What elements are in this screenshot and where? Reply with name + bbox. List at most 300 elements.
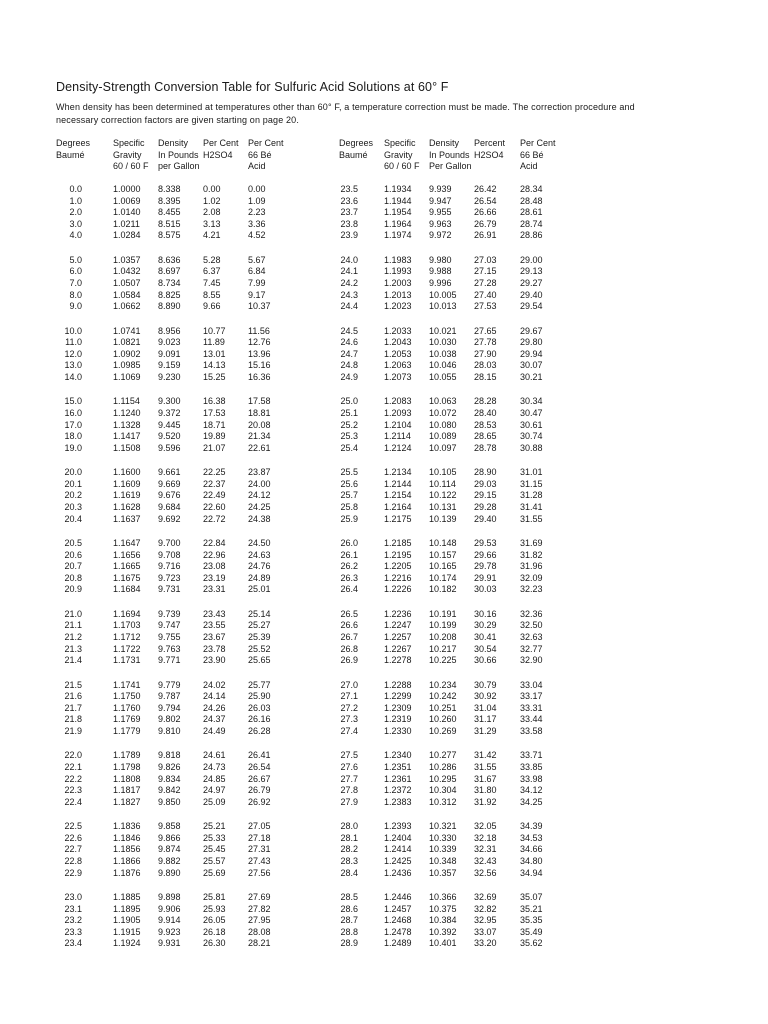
percent-66-be-cell: 27.69 (248, 892, 271, 902)
specific-gravity-cell: 1.1846 (113, 832, 141, 843)
specific-gravity-cell: 1.0902 (113, 348, 141, 359)
specific-gravity-cell: 1.1827 (113, 796, 141, 807)
density-cell: 10.401 (429, 938, 457, 949)
specific-gravity-cell: 1.2033 (384, 325, 412, 336)
density-cell: 10.269 (429, 726, 457, 736)
percent-h2so4-cell: 30.79 (474, 679, 497, 690)
percent-h2so4-cell: 31.92 (474, 796, 497, 807)
header-specific-gravity-left (113, 138, 149, 173)
percent-66-be-cell: 27.95 (248, 915, 271, 926)
intro-paragraph (56, 101, 726, 127)
degrees-baume-cell: 27.1 (340, 691, 358, 702)
specific-gravity-cell: 1.1328 (113, 419, 141, 430)
density-cell: 9.669 (158, 478, 181, 489)
header-line: 60 / 60 F (113, 161, 149, 172)
percent-h2so4-cell: 25.81 (203, 892, 226, 902)
specific-gravity-cell: 1.1508 (113, 442, 141, 453)
specific-gravity-cell: 1.2053 (384, 348, 412, 359)
percent-66-be-cell: 32.09 (520, 572, 543, 583)
header-line: Percent (474, 138, 506, 148)
density-cell: 9.739 (158, 608, 181, 619)
specific-gravity-cell: 1.2195 (384, 549, 412, 560)
specific-gravity-cell: 1.1760 (113, 702, 141, 713)
density-cell: 9.763 (158, 643, 181, 654)
specific-gravity-cell: 1.2226 (384, 584, 412, 595)
percent-66-be-cell: 34.53 (520, 832, 543, 843)
degrees-baume-cell: 28.4 (340, 867, 358, 878)
degrees-baume-cell: 15.0 (64, 396, 82, 407)
degrees-baume-cell: 6.0 (69, 266, 82, 277)
percent-66-be-cell: 24.76 (248, 561, 271, 572)
degrees-baume-cell: 20.1 (64, 478, 82, 489)
degrees-baume-cell: 25.3 (340, 431, 358, 442)
specific-gravity-cell: 1.1856 (113, 844, 141, 855)
specific-gravity-cell: 1.1703 (113, 620, 141, 631)
density-cell: 10.348 (429, 856, 457, 866)
specific-gravity-cell: 1.2288 (384, 679, 412, 690)
specific-gravity-cell: 1.1866 (113, 856, 141, 866)
percent-66-be-cell: 26.03 (248, 702, 271, 713)
specific-gravity-cell: 1.2063 (384, 360, 412, 371)
density-cell: 10.021 (429, 325, 457, 336)
specific-gravity-cell: 1.0584 (113, 289, 141, 300)
percent-66-be-cell: 28.21 (248, 938, 271, 949)
percent-66-be-cell: 26.16 (248, 714, 271, 725)
specific-gravity-cell: 1.1417 (113, 431, 141, 442)
specific-gravity-cell: 1.1905 (113, 915, 141, 926)
percent-h2so4-cell: 3.13 (203, 218, 221, 229)
density-cell: 9.771 (158, 655, 181, 666)
specific-gravity-cell: 1.2164 (384, 502, 412, 512)
percent-h2so4-cell: 23.08 (203, 561, 226, 572)
specific-gravity-cell: 1.2236 (384, 608, 412, 619)
density-cell: 9.947 (429, 195, 452, 206)
specific-gravity-cell: 1.2144 (384, 478, 412, 489)
header-line: 66 Bé (248, 149, 272, 160)
specific-gravity-cell: 1.1789 (113, 750, 141, 761)
degrees-baume-cell: 25.5 (340, 467, 358, 478)
specific-gravity-cell: 1.2309 (384, 702, 412, 713)
degrees-baume-cell: 25.6 (340, 478, 358, 489)
percent-66-be-cell: 20.08 (248, 419, 271, 430)
header-percent-66-be-left (248, 138, 284, 173)
specific-gravity-cell: 1.2351 (384, 762, 412, 772)
percent-h2so4-cell: 25.69 (203, 867, 226, 878)
percent-66-be-cell: 24.50 (248, 538, 271, 548)
percent-66-be-cell: 33.85 (520, 762, 543, 772)
density-cell: 10.312 (429, 796, 457, 807)
percent-h2so4-cell: 27.40 (474, 289, 497, 300)
percent-h2so4-cell: 24.49 (203, 726, 226, 736)
specific-gravity-cell: 1.2404 (384, 832, 412, 843)
percent-h2so4-cell: 28.40 (474, 408, 497, 418)
percent-66-be-cell: 26.92 (248, 796, 271, 807)
specific-gravity-cell: 1.2436 (384, 867, 412, 878)
density-cell: 9.842 (158, 785, 181, 796)
degrees-baume-cell: 21.1 (64, 620, 82, 631)
percent-h2so4-cell: 29.15 (474, 490, 497, 501)
density-cell: 10.260 (429, 714, 457, 725)
percent-h2so4-cell: 24.26 (203, 702, 226, 713)
degrees-baume-cell: 26.9 (340, 655, 358, 666)
density-cell: 10.375 (429, 903, 457, 914)
specific-gravity-cell: 1.1769 (113, 714, 141, 725)
percent-h2so4-cell: 31.42 (474, 750, 497, 761)
specific-gravity-cell: 1.1609 (113, 478, 141, 489)
percent-h2so4-cell: 26.54 (474, 195, 497, 206)
header-line: Degrees (339, 138, 374, 148)
percent-h2so4-cell: 0.00 (203, 184, 221, 194)
percent-h2so4-cell: 31.17 (474, 714, 497, 725)
percent-h2so4-cell: 23.67 (203, 632, 226, 642)
percent-66-be-cell: 29.54 (520, 301, 543, 312)
percent-h2so4-cell: 30.41 (474, 632, 497, 642)
percent-h2so4-cell: 22.60 (203, 502, 226, 512)
density-cell: 10.157 (429, 549, 457, 560)
density-cell: 9.596 (158, 442, 181, 453)
density-cell: 10.114 (429, 478, 456, 489)
percent-h2so4-cell: 24.97 (203, 785, 226, 796)
percent-66-be-cell: 24.89 (248, 572, 271, 583)
specific-gravity-cell: 1.2299 (384, 691, 412, 702)
percent-66-be-cell: 26.54 (248, 762, 271, 772)
header-line: Baumé (56, 149, 85, 160)
degrees-baume-cell: 20.7 (64, 561, 82, 572)
density-cell: 8.338 (158, 184, 181, 194)
degrees-baume-cell: 16.0 (64, 408, 82, 418)
specific-gravity-cell: 1.2104 (384, 419, 412, 430)
percent-66-be-cell: 24.25 (248, 502, 271, 512)
header-line: per Gallon (158, 161, 200, 172)
header-line: 66 Bé (520, 149, 544, 160)
degrees-baume-cell: 22.9 (64, 867, 82, 878)
percent-66-be-cell: 27.43 (248, 856, 271, 866)
specific-gravity-cell: 1.2043 (384, 337, 412, 348)
percent-66-be-cell: 3.36 (248, 218, 266, 229)
degrees-baume-cell: 17.0 (64, 419, 82, 430)
density-cell: 8.956 (158, 325, 181, 336)
density-cell: 9.723 (158, 572, 181, 583)
header-degrees-baume-right (339, 138, 373, 161)
degrees-baume-cell: 12.0 (64, 348, 82, 359)
density-cell: 10.357 (429, 867, 457, 878)
density-cell: 8.455 (158, 207, 181, 218)
percent-66-be-cell: 33.44 (520, 714, 543, 725)
density-cell: 10.105 (429, 467, 457, 478)
percent-66-be-cell: 34.66 (520, 844, 543, 855)
degrees-baume-cell: 24.9 (340, 372, 358, 382)
percent-h2so4-cell: 6.37 (203, 266, 221, 277)
density-cell: 10.304 (429, 785, 457, 796)
percent-66-be-cell: 34.12 (520, 785, 543, 796)
header-line: Acid (520, 161, 538, 172)
density-cell: 8.697 (158, 266, 181, 277)
degrees-baume-cell: 24.8 (340, 360, 358, 371)
degrees-baume-cell: 26.5 (340, 608, 358, 619)
degrees-baume-cell: 27.0 (340, 679, 358, 690)
percent-h2so4-cell: 13.01 (203, 348, 226, 359)
percent-h2so4-cell: 28.65 (474, 431, 497, 442)
density-cell: 10.148 (429, 538, 457, 548)
density-cell: 10.330 (429, 832, 457, 843)
degrees-baume-cell: 23.1 (64, 903, 82, 914)
density-cell: 9.023 (158, 337, 181, 348)
percent-h2so4-cell: 10.77 (203, 325, 226, 336)
degrees-baume-cell: 9.0 (69, 301, 82, 312)
degrees-baume-cell: 28.5 (340, 892, 358, 902)
density-cell: 9.955 (429, 207, 452, 218)
density-cell: 10.063 (429, 396, 457, 407)
specific-gravity-cell: 1.2278 (384, 655, 412, 666)
density-cell: 9.972 (429, 230, 452, 241)
percent-h2so4-cell: 11.89 (203, 337, 225, 348)
percent-66-be-cell: 25.01 (248, 584, 271, 595)
percent-66-be-cell: 10.37 (248, 301, 271, 312)
density-cell: 9.963 (429, 218, 452, 229)
percent-66-be-cell: 29.27 (520, 278, 543, 288)
density-cell: 8.395 (158, 195, 181, 206)
degrees-baume-cell: 25.0 (340, 396, 358, 407)
header-line: Acid (248, 161, 266, 172)
header-line: In Pounds (158, 149, 199, 160)
degrees-baume-cell: 28.7 (340, 915, 358, 926)
percent-66-be-cell: 29.40 (520, 289, 543, 300)
density-cell: 10.182 (429, 584, 457, 595)
percent-h2so4-cell: 29.03 (474, 478, 497, 489)
specific-gravity-cell: 1.0357 (113, 254, 141, 265)
specific-gravity-cell: 1.1983 (384, 254, 412, 265)
percent-h2so4-cell: 18.71 (203, 419, 226, 430)
specific-gravity-cell: 1.2257 (384, 632, 412, 642)
density-cell: 9.826 (158, 762, 181, 772)
degrees-baume-cell: 1.0 (69, 195, 82, 206)
specific-gravity-cell: 1.1647 (113, 538, 141, 548)
percent-h2so4-cell: 16.38 (203, 396, 226, 407)
percent-66-be-cell: 11.56 (248, 325, 270, 336)
specific-gravity-cell: 1.2468 (384, 915, 412, 926)
degrees-baume-cell: 27.2 (340, 702, 358, 713)
percent-66-be-cell: 35.21 (520, 903, 543, 914)
density-cell: 9.159 (158, 360, 181, 371)
degrees-baume-cell: 14.0 (64, 372, 82, 382)
degrees-baume-cell: 25.9 (340, 513, 358, 524)
percent-h2so4-cell: 26.91 (474, 230, 497, 241)
specific-gravity-cell: 1.1993 (384, 266, 412, 277)
degrees-baume-cell: 25.4 (340, 442, 358, 453)
percent-h2so4-cell: 19.89 (203, 431, 226, 442)
degrees-baume-cell: 23.5 (340, 184, 358, 194)
density-cell: 10.234 (429, 679, 457, 690)
specific-gravity-cell: 1.2457 (384, 903, 412, 914)
density-cell: 10.199 (429, 620, 457, 631)
degrees-baume-cell: 24.5 (340, 325, 358, 336)
density-cell: 10.217 (429, 643, 457, 654)
percent-66-be-cell: 28.61 (520, 207, 543, 218)
percent-66-be-cell: 32.90 (520, 655, 543, 666)
density-cell: 9.874 (158, 844, 181, 855)
density-cell: 10.097 (429, 442, 457, 453)
specific-gravity-cell: 1.0211 (113, 218, 140, 229)
percent-h2so4-cell: 27.15 (474, 266, 497, 277)
intro-line-1: When density has been determined at temperatures other than 60° F, a temperature correction must be made. The correction procedure and (56, 102, 635, 112)
percent-h2so4-cell: 17.53 (203, 408, 226, 418)
percent-h2so4-cell: 24.85 (203, 773, 226, 784)
percent-h2so4-cell: 25.45 (203, 844, 226, 855)
percent-h2so4-cell: 28.03 (474, 360, 497, 371)
density-cell: 8.890 (158, 301, 181, 312)
degrees-baume-cell: 24.6 (340, 337, 358, 348)
degrees-baume-cell: 22.7 (64, 844, 82, 855)
degrees-baume-cell: 22.8 (64, 856, 82, 866)
percent-h2so4-cell: 28.78 (474, 442, 497, 453)
density-cell: 10.174 (429, 572, 457, 583)
percent-66-be-cell: 30.88 (520, 442, 543, 453)
degrees-baume-cell: 21.3 (64, 643, 82, 654)
density-cell: 9.794 (158, 702, 181, 713)
density-cell: 8.734 (158, 278, 181, 288)
percent-66-be-cell: 2.23 (248, 207, 266, 218)
specific-gravity-cell: 1.1836 (113, 821, 141, 832)
degrees-baume-cell: 21.4 (64, 655, 82, 666)
percent-66-be-cell: 35.49 (520, 926, 543, 937)
percent-66-be-cell: 25.77 (248, 679, 271, 690)
degrees-baume-cell: 21.8 (64, 714, 82, 725)
percent-66-be-cell: 35.35 (520, 915, 543, 926)
percent-66-be-cell: 34.80 (520, 856, 543, 866)
density-cell: 9.850 (158, 796, 181, 807)
degrees-baume-cell: 26.0 (340, 538, 358, 548)
percent-h2so4-cell: 22.96 (203, 549, 226, 560)
specific-gravity-cell: 1.1934 (384, 184, 412, 194)
specific-gravity-cell: 1.2175 (384, 513, 412, 524)
density-cell: 10.392 (429, 926, 457, 937)
specific-gravity-cell: 1.0741 (113, 325, 141, 336)
percent-66-be-cell: 31.69 (520, 538, 543, 548)
specific-gravity-cell: 1.1885 (113, 892, 141, 902)
degrees-baume-cell: 24.0 (340, 254, 358, 265)
degrees-baume-cell: 22.2 (64, 773, 82, 784)
density-cell: 10.339 (429, 844, 457, 855)
percent-h2so4-cell: 30.66 (474, 655, 497, 666)
degrees-baume-cell: 22.4 (64, 796, 82, 807)
percent-66-be-cell: 32.23 (520, 584, 543, 595)
percent-66-be-cell: 22.61 (248, 442, 271, 453)
density-cell: 9.716 (158, 561, 181, 572)
percent-66-be-cell: 12.76 (248, 337, 271, 348)
degrees-baume-cell: 23.8 (340, 218, 358, 229)
percent-h2so4-cell: 25.93 (203, 903, 226, 914)
density-cell: 9.923 (158, 926, 181, 937)
specific-gravity-cell: 1.1808 (113, 773, 141, 784)
percent-h2so4-cell: 23.43 (203, 608, 226, 619)
density-cell: 10.013 (429, 301, 457, 312)
header-line: Density (429, 138, 460, 148)
specific-gravity-cell: 1.0284 (113, 230, 141, 241)
degrees-baume-cell: 21.5 (64, 679, 82, 690)
percent-66-be-cell: 27.56 (248, 867, 271, 878)
degrees-baume-cell: 20.3 (64, 502, 82, 512)
specific-gravity-cell: 1.1684 (113, 584, 141, 595)
degrees-baume-cell: 24.2 (340, 278, 358, 288)
degrees-baume-cell: 26.6 (340, 620, 358, 631)
specific-gravity-cell: 1.1750 (113, 691, 141, 702)
density-cell: 9.230 (158, 372, 181, 382)
percent-66-be-cell: 28.34 (520, 184, 543, 194)
density-cell: 9.980 (429, 254, 452, 265)
percent-h2so4-cell: 22.25 (203, 467, 226, 478)
percent-66-be-cell: 30.74 (520, 431, 543, 442)
percent-66-be-cell: 29.67 (520, 325, 543, 336)
density-cell: 8.825 (158, 289, 181, 300)
percent-h2so4-cell: 30.16 (474, 608, 497, 619)
specific-gravity-cell: 1.1637 (113, 513, 141, 524)
density-cell: 9.996 (429, 278, 452, 288)
percent-66-be-cell: 34.39 (520, 821, 543, 832)
density-cell: 9.890 (158, 867, 181, 878)
specific-gravity-cell: 1.1731 (113, 655, 141, 666)
degrees-baume-cell: 25.8 (340, 502, 358, 512)
percent-66-be-cell: 25.65 (248, 655, 271, 666)
percent-66-be-cell: 35.07 (520, 892, 543, 902)
degrees-baume-cell: 11.0 (65, 337, 82, 348)
specific-gravity-cell: 1.2478 (384, 926, 412, 937)
percent-66-be-cell: 24.00 (248, 478, 271, 489)
percent-h2so4-cell: 26.30 (203, 938, 226, 949)
density-cell: 10.295 (429, 773, 457, 784)
degrees-baume-cell: 8.0 (69, 289, 82, 300)
density-cell: 9.898 (158, 892, 181, 902)
percent-66-be-cell: 4.52 (248, 230, 266, 241)
degrees-baume-cell: 26.3 (340, 572, 358, 583)
specific-gravity-cell: 1.2114 (384, 431, 411, 442)
degrees-baume-cell: 10.0 (64, 325, 82, 336)
percent-66-be-cell: 29.94 (520, 348, 543, 359)
percent-66-be-cell: 27.82 (248, 903, 271, 914)
specific-gravity-cell: 1.2340 (384, 750, 412, 761)
density-cell: 9.882 (158, 856, 181, 866)
specific-gravity-cell: 1.1924 (113, 938, 141, 949)
percent-h2so4-cell: 31.67 (474, 773, 497, 784)
density-cell: 10.366 (429, 892, 457, 902)
percent-66-be-cell: 30.61 (520, 419, 543, 430)
degrees-baume-cell: 28.8 (340, 926, 358, 937)
density-cell: 9.731 (158, 584, 181, 595)
percent-h2so4-cell: 27.53 (474, 301, 497, 312)
percent-66-be-cell: 31.55 (520, 513, 543, 524)
density-cell: 10.384 (429, 915, 457, 926)
specific-gravity-cell: 1.2023 (384, 301, 412, 312)
density-cell: 9.779 (158, 679, 181, 690)
header-percent-h2so4-right (474, 138, 505, 161)
percent-h2so4-cell: 33.20 (474, 938, 497, 949)
degrees-baume-cell: 20.2 (64, 490, 82, 501)
percent-h2so4-cell: 29.78 (474, 561, 497, 572)
specific-gravity-cell: 1.1675 (113, 572, 141, 583)
intro-line-2: necessary correction factors are given starting on page 20. (56, 115, 299, 125)
specific-gravity-cell: 1.2330 (384, 726, 412, 736)
percent-h2so4-cell: 29.28 (474, 502, 497, 512)
density-cell: 9.661 (158, 467, 181, 478)
specific-gravity-cell: 1.0140 (113, 207, 141, 218)
degrees-baume-cell: 20.5 (64, 538, 82, 548)
density-cell: 10.225 (429, 655, 457, 666)
percent-66-be-cell: 29.13 (520, 266, 543, 277)
degrees-baume-cell: 21.7 (64, 702, 82, 713)
percent-h2so4-cell: 4.21 (203, 230, 221, 241)
specific-gravity-cell: 1.1876 (113, 867, 141, 878)
percent-h2so4-cell: 27.78 (474, 337, 497, 348)
specific-gravity-cell: 1.1600 (113, 467, 141, 478)
